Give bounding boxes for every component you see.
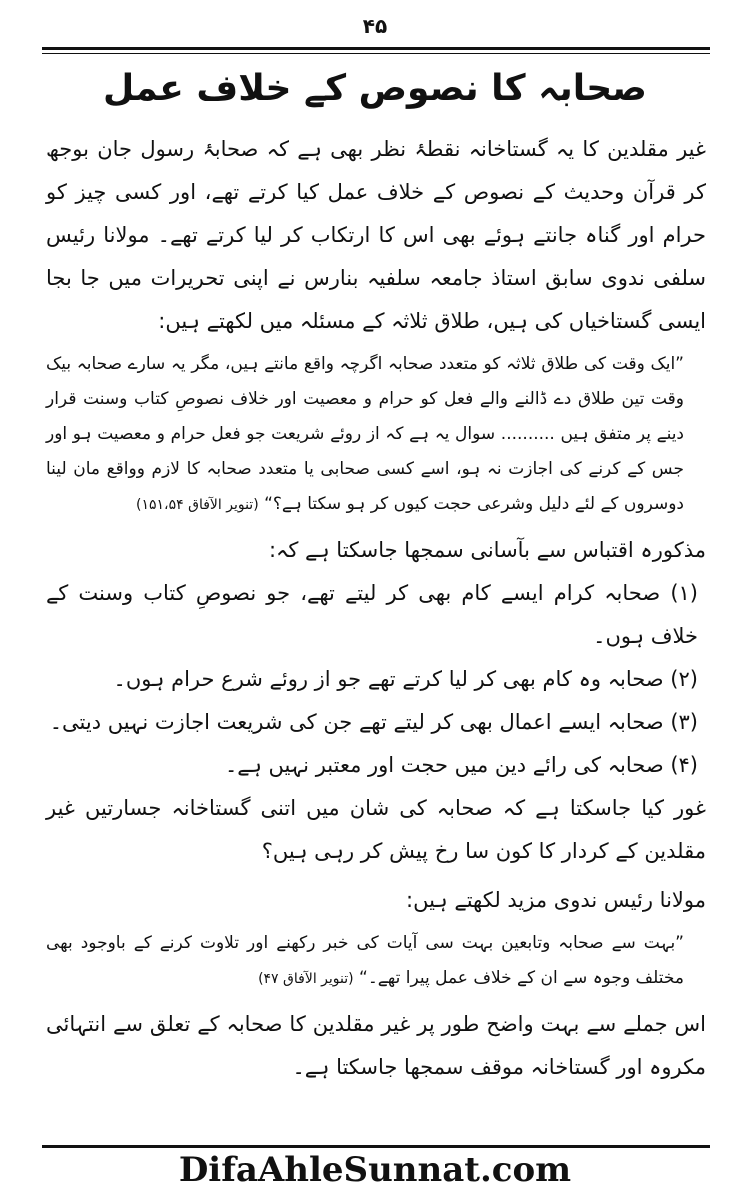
quote-intro: مولانا رئیس ندوی مزید لکھتے ہیں: xyxy=(406,888,706,912)
header-rule-thin xyxy=(42,53,710,54)
header-rule xyxy=(42,47,710,50)
quote-citation: (تنویر الآفاق ۱۵۱،۵۴) xyxy=(136,497,259,513)
paragraph: غور کیا جاسکتا ہے کہ صحابہ کی شان میں اتنی گستاخانہ جسارتیں غیر مقلدین کے کردار کا کون سا رخ پیش کر رہی ہیں؟ xyxy=(46,796,706,863)
paragraph: اس جملے سے بہت واضح طور پر غیر مقلدین کا صحابہ کے تعلق سے انتہائی مکروہ اور گستاخانہ موقف سمجھا جاسکتا ہے۔ xyxy=(46,1012,706,1079)
paragraph: غیر مقلدین کا یہ گستاخانہ نقطۂ نظر بھی ہے کہ صحابۂ رسول جان بوجھ کر قرآن وحدیث کے نصوص کے خلاف عمل کیا کرتے تھے، اور کسی چیز کو حرام اور گناہ جانتے ہوئے بھی اس کا ارتکاب کر لیا کرتے تھے۔ مولانا رئیس سلفی ندوی سابق استاذ جامعہ سلفیہ بنارس نے اپنی تحریرات میں جا بجا ایسی گستاخیاں کی ہیں، طلاق ثلاثہ کے مسئلہ میں لکھتے ہیں: xyxy=(46,137,706,333)
quote-text: ”ایک وقت کی طلاق ثلاثہ کو متعدد صحابہ اگرچہ واقع مانتے ہیں، مگر یہ سارے صحابہ بیک وقت تین طلاق دے ڈالنے والے فعل کو حرام و معصیت اور خلاف نصوصِ کتاب وسنت قرار دینے پر متفق ہیں .......... سوال یہ ہے کہ از روئے شریعت جو فعل حرام و معصیت ہو اور جس کے کرنے کی اجازت نہ ہو، اسے کسی صحابی یا متعدد صحابہ کا لازم وواقع مان لینا دوسروں کے لئے دلیل وشرعی حجت کیوں کر ہو سکتا ہے؟“ xyxy=(46,354,684,514)
list-item: (۲) صحابہ وہ کام بھی کر لیا کرتے تھے جو از روئے شرع حرام ہوں۔ xyxy=(113,667,698,691)
page-title: صحابہ کا نصوص کے خلاف عمل xyxy=(103,68,647,109)
list-intro: مذکورہ اقتباس سے بآسانی سمجھا جاسکتا ہے کہ: xyxy=(268,538,706,562)
quote-text: ”بہت سے صحابہ وتابعین بہت سی آیات کی خبر رکھنے اور تلاوت کرنے کے باوجود بھی مختلف وجوہ سے ان کے خلاف عمل پیرا تھے۔“ xyxy=(46,933,684,988)
footer-rule xyxy=(42,1145,710,1148)
body-text xyxy=(46,128,706,1089)
quote-citation: (تنویر الآفاق ۴۷) xyxy=(258,971,354,987)
list-item: (۱) صحابہ کرام ایسے کام بھی کر لیتے تھے، جو نصوصِ کتاب وسنت کے خلاف ہوں۔ xyxy=(46,581,698,648)
block-quote xyxy=(46,926,684,997)
page-number: ۴۵ xyxy=(362,14,388,38)
website-footer: DifaAhleSunnat.com xyxy=(178,1150,572,1190)
list-item: (۳) صحابہ ایسے اعمال بھی کر لیتے تھے جن کی شریعت اجازت نہیں دیتی۔ xyxy=(49,710,698,734)
list-item: (۴) صحابہ کی رائے دین میں حجت اور معتبر نہیں ہے۔ xyxy=(224,753,698,777)
block-quote xyxy=(46,347,684,523)
